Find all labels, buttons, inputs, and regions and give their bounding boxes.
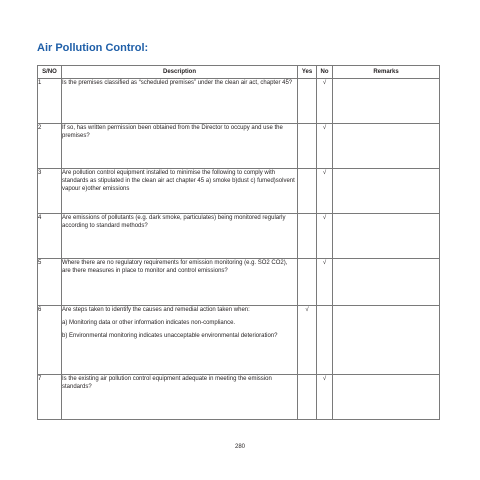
row-number: 2 [38,124,62,169]
header-remarks: Remarks [333,66,440,79]
table-body [38,79,440,420]
row-description [62,259,298,306]
header-sno: S/NO [38,66,62,79]
yes-checkmark [298,375,317,420]
table-row [38,259,440,306]
remarks-cell [333,306,440,375]
table-header-row [38,66,440,79]
description-paragraph: b) Environmental monitoring indicates unacceptable environmental deterioration? [62,333,278,340]
table-row [38,306,440,375]
row-description [62,79,298,124]
row-number: 5 [38,259,62,306]
remarks-cell [333,79,440,124]
row-description [62,375,298,420]
row-description [62,169,298,214]
page-number: 280 [234,444,245,450]
table-row [38,375,440,420]
yes-checkmark [298,169,317,214]
no-checkmark: √ [317,214,333,259]
description-paragraph: Is the existing air pollution control equipment adequate in meeting the emission standards? [62,376,272,391]
no-checkmark: √ [317,259,333,306]
row-number: 6 [38,306,62,375]
no-checkmark: √ [317,79,333,124]
remarks-cell [333,214,440,259]
table-row [38,124,440,169]
row-number: 7 [38,375,62,420]
yes-checkmark [298,214,317,259]
remarks-cell [333,375,440,420]
no-checkmark [317,306,333,375]
description-paragraph: If so, has written permission been obtained from the Director to occupy and use the premises? [62,125,283,140]
row-number: 4 [38,214,62,259]
row-number: 1 [38,79,62,124]
no-checkmark: √ [317,124,333,169]
header-yes: Yes [298,66,317,79]
header-description: Description [62,66,298,79]
header-no: No [317,66,333,79]
no-checkmark: √ [317,375,333,420]
description-paragraph: Is the premises classified as “scheduled premises” under the clean air act, chapter 45? [62,80,293,86]
description-paragraph: Are emissions of pollutants (e.g. dark smoke, particulates) being monitored regularly according to standard methods? [62,215,286,230]
yes-checkmark [298,79,317,124]
description-paragraph: a) Monitoring data or other information indicates non-compliance. [62,320,236,327]
remarks-cell [333,259,440,306]
table-row [38,214,440,259]
no-checkmark: √ [317,169,333,214]
page-title: Air Pollution Control: [37,42,149,54]
remarks-cell [333,169,440,214]
yes-checkmark [298,259,317,306]
row-description [62,214,298,259]
description-paragraph: Are steps taken to identify the causes and remedial action taken when: [62,307,250,313]
table-row [38,79,440,124]
row-number: 3 [38,169,62,214]
yes-checkmark: √ [298,306,317,375]
checklist-table [37,65,440,420]
description-paragraph: Are pollution control equipment installed to minimise the following to comply with standards as stipulated in the clean air act chapter 45 a) smoke b)dust c) fumed)solvent vapour e)other emissions [62,170,295,193]
yes-checkmark [298,124,317,169]
table-row [38,169,440,214]
description-paragraph: Where there are no regulatory requirements for emission monitoring (e.g. SO2 CO2), are there measures in place to monitor and control emissions? [62,260,288,275]
remarks-cell [333,124,440,169]
row-description [62,124,298,169]
row-description [62,306,298,375]
